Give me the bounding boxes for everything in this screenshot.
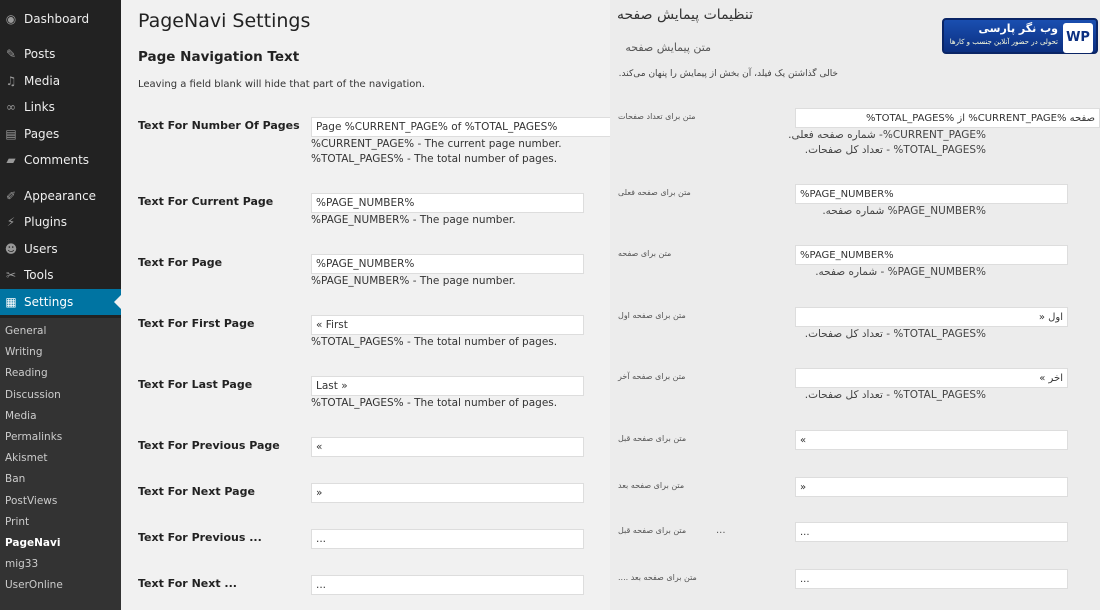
- media-icon: ♫: [5, 74, 17, 88]
- persian-setting-text-input[interactable]: [795, 307, 1068, 327]
- wrench-icon: ✂: [5, 268, 17, 282]
- persian-setting-description: %TOTAL_PAGES% - تعداد کل صفحات.: [804, 328, 986, 340]
- sidebar-item-settings[interactable]: [0, 289, 121, 315]
- sidebar-item-label: Appearance: [24, 189, 97, 203]
- submenu-item-discussion[interactable]: Discussion: [5, 388, 61, 401]
- webnegar-logo: [942, 18, 1098, 54]
- sidebar-item-links[interactable]: [0, 94, 121, 120]
- setting-label: Text For Number Of Pages: [138, 119, 300, 132]
- persian-setting-label: متن برای صفحه فعلی: [618, 188, 691, 197]
- sidebar-item-label: Posts: [24, 47, 56, 61]
- setting-description: %TOTAL_PAGES% - The total number of pages.: [311, 397, 558, 409]
- sidebar-item-users[interactable]: [0, 236, 121, 262]
- persian-setting-label: متن برای صفحه: [618, 249, 672, 258]
- sidebar-item-label: Tools: [24, 268, 54, 282]
- persian-setting-description: %CURRENT_PAGE%- شماره صفحه فعلی.: [788, 129, 986, 141]
- persian-section-title: متن پیمایش صفحه: [625, 41, 711, 54]
- persian-setting-text-input[interactable]: [795, 368, 1068, 388]
- setting-label: Text For First Page: [138, 317, 255, 330]
- submenu-item-pagenavi[interactable]: PageNavi: [5, 537, 61, 549]
- persian-setting-description: %PAGE_NUMBER% شماره صفحه.: [822, 205, 986, 217]
- persian-settings-panel: [610, 0, 1100, 610]
- persian-setting-text-input[interactable]: [795, 430, 1068, 450]
- sidebar-item-label: Dashboard: [24, 12, 90, 26]
- user-icon: ☻: [4, 242, 18, 256]
- persian-setting-label: متن برای صفحه قبل: [618, 434, 687, 443]
- setting-text-input[interactable]: [311, 315, 584, 335]
- persian-setting-label: متن برای صفحه قبل: [618, 526, 687, 535]
- submenu-item-mig33[interactable]: mig33: [5, 558, 39, 571]
- setting-text-input[interactable]: [311, 483, 584, 503]
- setting-label: Text For Current Page: [138, 195, 274, 208]
- submenu-item-general[interactable]: General: [5, 325, 47, 337]
- section-title: Page Navigation Text: [138, 49, 300, 65]
- sidebar-item-tools[interactable]: [0, 262, 121, 288]
- pin-icon: ✎: [5, 47, 17, 61]
- persian-setting-text-input[interactable]: [795, 245, 1068, 265]
- persian-setting-label: متن برای صفحه اول: [618, 311, 686, 320]
- sidebar-item-dashboard[interactable]: [0, 6, 121, 32]
- submenu-item-media[interactable]: Media: [5, 409, 37, 422]
- persian-setting-description: %TOTAL_PAGES% - تعداد کل صفحات.: [804, 389, 986, 401]
- submenu-item-postviews[interactable]: PostViews: [5, 494, 58, 507]
- persian-setting-label: متن برای صفحه آخر: [618, 372, 686, 381]
- logo-name: وب نگر پارسی: [978, 22, 1058, 35]
- setting-label: Text For Next Page: [138, 485, 255, 498]
- persian-setting-text-input[interactable]: [795, 108, 1100, 128]
- settings-icon: ▦: [5, 295, 17, 309]
- setting-description: %CURRENT_PAGE% - The current page number.: [311, 138, 562, 150]
- persian-setting-text-input[interactable]: [795, 184, 1068, 204]
- setting-text-input[interactable]: [311, 117, 610, 137]
- link-icon: ∞: [6, 100, 16, 114]
- sidebar-item-label: Pages: [24, 127, 60, 141]
- persian-setting-label: متن برای صفحه بعد: [618, 481, 685, 490]
- submenu-item-permalinks[interactable]: Permalinks: [5, 431, 63, 443]
- blank-field-hint: Leaving a field blank will hide that part of the navigation.: [138, 79, 425, 90]
- persian-setting-label: متن برای تعداد صفحات: [618, 112, 696, 121]
- persian-setting-description: %PAGE_NUMBER% - شماره صفحه.: [815, 266, 986, 278]
- setting-label: Text For Last Page: [138, 378, 253, 391]
- setting-description: %PAGE_NUMBER% - The page number.: [311, 214, 516, 226]
- setting-label: Text For Previous ...: [138, 531, 262, 544]
- persian-setting-text-input[interactable]: [795, 522, 1068, 542]
- setting-description: %TOTAL_PAGES% - The total number of pages.: [311, 153, 558, 165]
- setting-text-input[interactable]: [311, 437, 584, 457]
- setting-text-input[interactable]: [311, 193, 584, 213]
- comment-icon: ▰: [6, 153, 16, 167]
- plug-icon: ⚡: [6, 215, 16, 229]
- setting-label: Text For Page: [138, 256, 223, 269]
- sidebar-item-appearance[interactable]: [0, 183, 121, 209]
- submenu-item-reading[interactable]: Reading: [5, 367, 48, 380]
- sidebar-item-label: Links: [24, 100, 55, 114]
- sidebar-item-label: Media: [24, 74, 61, 88]
- sidebar-item-label: Plugins: [24, 215, 67, 229]
- setting-text-input[interactable]: [311, 529, 584, 549]
- submenu-item-writing[interactable]: Writing: [5, 346, 43, 359]
- sidebar-item-comments[interactable]: [0, 147, 121, 173]
- persian-setting-text-input[interactable]: [795, 569, 1068, 589]
- sidebar-item-plugins[interactable]: [0, 209, 121, 235]
- setting-text-input[interactable]: [311, 575, 584, 595]
- sidebar-item-label: Users: [24, 242, 58, 256]
- persian-blank-field-hint: خالی گذاشتن یک فیلد، آن بخش از پیمایش را پنهان می‌کند.: [618, 69, 838, 79]
- submenu-item-print[interactable]: Print: [5, 515, 30, 528]
- setting-description: %TOTAL_PAGES% - The total number of pages.: [311, 336, 558, 348]
- logo-tagline: تحولی در حضور آنلاین جنسب و کارها: [949, 38, 1058, 46]
- persian-setting-label: متن برای صفحه بعد ....: [618, 573, 697, 582]
- english-settings-panel: [121, 0, 610, 610]
- setting-description: %PAGE_NUMBER% - The page number.: [311, 275, 516, 287]
- logo-mark: WP: [1063, 23, 1093, 53]
- submenu-item-akismet[interactable]: Akismet: [5, 452, 48, 465]
- settings-submenu: [0, 318, 121, 610]
- setting-label: Text For Previous Page: [138, 439, 280, 452]
- persian-page-title: تنظیمات پیمایش صفحه: [616, 7, 753, 23]
- sidebar-item-label: Comments: [24, 153, 90, 167]
- persian-ellipsis-mark: ...: [716, 525, 726, 536]
- page-icon: ▤: [5, 127, 17, 141]
- brush-icon: ✐: [5, 189, 17, 203]
- page-title: PageNavi Settings: [138, 10, 311, 32]
- setting-label: Text For Next ...: [138, 577, 237, 590]
- dashboard-icon: ◉: [5, 12, 17, 26]
- sidebar-item-posts[interactable]: [0, 41, 121, 67]
- submenu-item-useronline[interactable]: UserOnline: [5, 579, 63, 592]
- persian-setting-text-input[interactable]: [795, 477, 1068, 497]
- persian-setting-description: %TOTAL_PAGES% - تعداد کل صفحات.: [804, 144, 986, 156]
- submenu-item-ban[interactable]: Ban: [5, 473, 26, 486]
- setting-text-input[interactable]: [311, 254, 584, 274]
- sidebar-item-label: Settings: [24, 295, 74, 309]
- sidebar-item-pages[interactable]: [0, 121, 121, 147]
- setting-text-input[interactable]: [311, 376, 584, 396]
- sidebar-item-media[interactable]: [0, 68, 121, 94]
